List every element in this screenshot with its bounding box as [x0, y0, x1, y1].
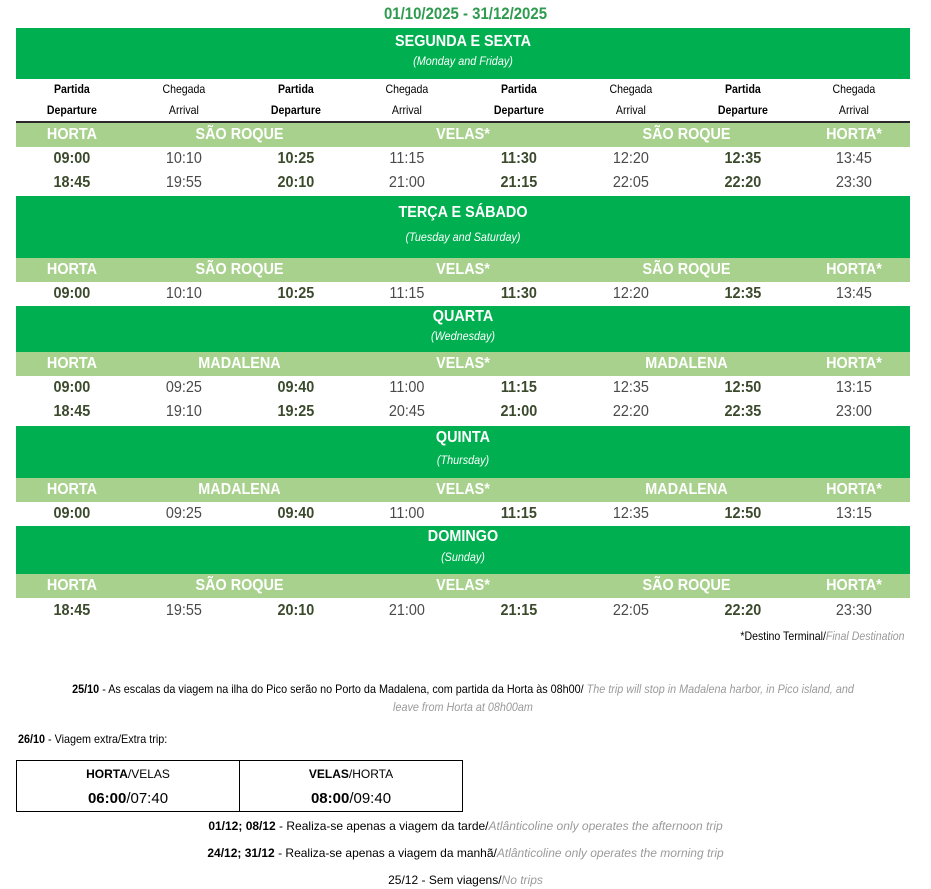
time-row	[16, 282, 910, 306]
port-stop: SÃO ROQUE	[195, 261, 284, 278]
port-stop: SÃO ROQUE	[195, 577, 284, 594]
port-stop: MADALENA	[198, 355, 281, 372]
col-header-departure: Partida Departure	[46, 82, 97, 117]
time-row	[16, 502, 910, 526]
time-cell: 09:00	[53, 379, 91, 396]
note-25-12: 25/12 - Sem viagens/No trips	[388, 873, 543, 887]
port-destination: HORTA*	[826, 577, 882, 594]
time-cell: 18:45	[53, 602, 91, 619]
time-row	[16, 376, 910, 400]
time-cell: 12:35	[612, 505, 649, 522]
note-25-10: 25/10 - As escalas da viagem na ilha do Pico serão no Porto da Madalena, com partida da Horta às 08h00/ The trip will stop in Madalena harbor, in Pico island, and leave from Horta at 08h00am	[72, 682, 854, 714]
port-origin: HORTA	[46, 261, 98, 278]
time-cell: 20:45	[389, 403, 426, 420]
port-stop: MADALENA	[645, 355, 728, 372]
time-cell: 09:40	[276, 505, 314, 522]
port-row	[16, 352, 910, 376]
validity-period-title: 01/10/2025 - 31/12/2025	[383, 4, 548, 23]
extra-trip-velas-horta: VELAS/HORTA 08:00/09:40	[239, 761, 462, 811]
port-row	[16, 478, 910, 502]
day-name-english: (Wednesday)	[430, 329, 496, 343]
time-cell: 22:05	[612, 174, 649, 191]
time-row	[16, 400, 910, 424]
day-header	[16, 196, 910, 258]
extra-trip-table	[16, 760, 463, 812]
port-destination: HORTA*	[826, 355, 882, 372]
schedule-sunday	[16, 526, 910, 624]
day-name: DOMINGO	[427, 528, 499, 545]
col-header-arrival: Chegada Arrival	[385, 82, 429, 117]
day-name: TERÇA E SÁBADO	[398, 204, 528, 221]
time-cell: 11:30	[500, 285, 537, 302]
port-destination: HORTA*	[826, 261, 882, 278]
port-stop: MADALENA	[645, 481, 728, 498]
day-name: QUINTA	[435, 429, 491, 446]
time-cell: 22:05	[612, 602, 649, 619]
day-header	[16, 28, 910, 79]
day-name: QUARTA	[432, 308, 494, 325]
time-cell: 21:00	[500, 403, 538, 420]
time-cell: 22:35	[723, 403, 761, 420]
port-destination: HORTA*	[826, 481, 882, 498]
time-cell: 11:15	[500, 505, 537, 522]
time-cell: 21:00	[389, 602, 426, 619]
port-origin: HORTA	[46, 355, 98, 372]
day-header	[16, 306, 910, 352]
port-stop: SÃO ROQUE	[195, 126, 284, 143]
port-stop: VELAS*	[436, 355, 490, 372]
time-cell: 12:50	[723, 505, 761, 522]
port-stop: VELAS*	[436, 126, 490, 143]
schedule-tuesday-saturday	[16, 196, 910, 306]
time-cell: 23:30	[836, 602, 873, 619]
time-cell: 09:00	[53, 285, 91, 302]
time-cell: 19:55	[165, 602, 202, 619]
time-cell: 10:10	[165, 285, 202, 302]
time-cell: 13:15	[836, 379, 873, 396]
time-cell: 10:10	[165, 150, 202, 167]
time-cell: 22:20	[723, 174, 761, 191]
time-row	[16, 171, 910, 195]
port-stop: SÃO ROQUE	[642, 261, 731, 278]
col-header-arrival: Chegada Arrival	[609, 82, 653, 117]
time-cell: 22:20	[723, 602, 761, 619]
final-destination-footnote: *Destino Terminal/Final Destination	[740, 629, 905, 643]
time-cell: 18:45	[53, 403, 91, 420]
time-cell: 11:00	[389, 379, 425, 396]
time-cell: 23:00	[836, 403, 873, 420]
time-cell: 11:30	[500, 150, 537, 167]
col-header-arrival: Chegada Arrival	[832, 82, 876, 117]
col-header-arrival: Chegada Arrival	[162, 82, 206, 117]
port-stop: SÃO ROQUE	[642, 577, 731, 594]
time-cell: 09:00	[53, 150, 91, 167]
time-row	[16, 147, 910, 171]
column-headers	[16, 79, 910, 123]
port-stop: VELAS*	[436, 577, 490, 594]
time-cell: 11:15	[389, 150, 425, 167]
time-cell: 09:40	[276, 379, 314, 396]
time-cell: 13:15	[836, 505, 873, 522]
port-row	[16, 258, 910, 282]
day-header	[16, 526, 910, 574]
time-cell: 19:55	[165, 174, 202, 191]
col-header-departure: Partida Departure	[270, 82, 321, 117]
time-cell: 18:45	[53, 174, 91, 191]
time-cell: 22:20	[612, 403, 649, 420]
time-cell: 19:10	[165, 403, 202, 420]
port-stop: VELAS*	[436, 481, 490, 498]
time-cell: 20:10	[276, 174, 314, 191]
schedule-wednesday	[16, 306, 910, 424]
time-cell: 09:25	[165, 505, 202, 522]
note-24-12: 24/12; 31/12 - Realiza-se apenas a viagem da manhã/Atlânticoline only operates the morning trip	[207, 846, 724, 860]
schedule-monday-friday	[16, 28, 910, 195]
col-header-departure: Partida Departure	[717, 82, 768, 117]
time-cell: 10:25	[276, 150, 314, 167]
port-stop: SÃO ROQUE	[642, 126, 731, 143]
port-origin: HORTA	[46, 577, 98, 594]
time-cell: 21:00	[389, 174, 426, 191]
port-stop: VELAS*	[436, 261, 490, 278]
time-cell: 12:35	[723, 285, 761, 302]
port-row	[16, 123, 910, 147]
day-name-english: (Tuesday and Saturday)	[405, 230, 521, 244]
time-cell: 12:50	[723, 379, 761, 396]
day-name-english: (Thursday)	[436, 453, 490, 467]
port-destination: HORTA*	[826, 126, 882, 143]
time-cell: 09:00	[53, 505, 91, 522]
time-cell: 11:00	[389, 505, 425, 522]
port-row	[16, 574, 910, 598]
extra-trip-horta-velas: HORTA/VELAS 06:00/07:40	[86, 767, 170, 807]
time-cell: 23:30	[836, 174, 873, 191]
port-origin: HORTA	[46, 481, 98, 498]
time-cell: 21:15	[500, 174, 538, 191]
time-cell: 19:25	[276, 403, 314, 420]
time-cell: 12:35	[723, 150, 761, 167]
col-header-departure: Partida Departure	[493, 82, 544, 117]
time-cell: 09:25	[165, 379, 202, 396]
time-cell: 20:10	[276, 602, 314, 619]
time-row	[16, 598, 910, 624]
time-cell: 12:20	[612, 285, 649, 302]
time-cell: 13:45	[836, 285, 873, 302]
time-cell: 12:20	[612, 150, 649, 167]
day-name-english: (Monday and Friday)	[413, 54, 513, 68]
day-header	[16, 426, 910, 478]
note-01-12: 01/12; 08/12 - Realiza-se apenas a viagem da tarde/Atlânticoline only operates the afternoon trip	[208, 819, 723, 833]
time-cell: 13:45	[836, 150, 873, 167]
day-name-english: (Sunday)	[441, 550, 485, 564]
note-26-10: 26/10 - Viagem extra/Extra trip:	[18, 732, 168, 746]
port-origin: HORTA	[46, 126, 98, 143]
time-cell: 11:15	[389, 285, 425, 302]
time-cell: 10:25	[276, 285, 314, 302]
time-cell: 11:15	[500, 379, 537, 396]
schedule-thursday	[16, 426, 910, 526]
port-stop: MADALENA	[198, 481, 281, 498]
time-cell: 21:15	[500, 602, 538, 619]
day-name: SEGUNDA E SEXTA	[394, 33, 532, 50]
time-cell: 12:35	[612, 379, 649, 396]
